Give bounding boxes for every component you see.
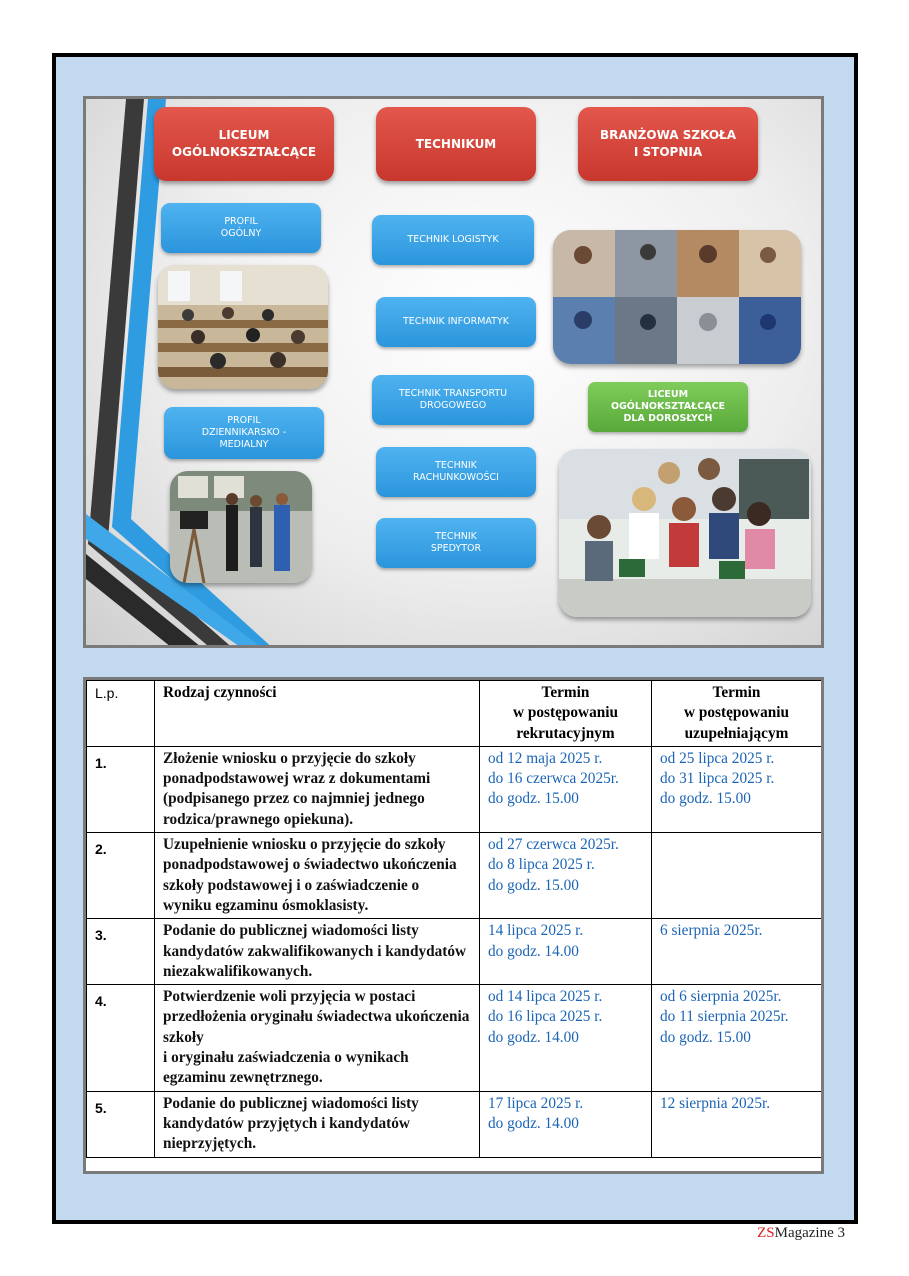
row-number: 4. xyxy=(87,985,155,1091)
row-activity: Podanie do publicznej wiadomości listy kandydatów przyjętych i kandydatów nieprzyjętych. xyxy=(155,1091,480,1157)
classroom-photo xyxy=(158,265,328,389)
row-term-supplementary xyxy=(652,833,822,919)
row-term-supplementary: 6 sierpnia 2025r. xyxy=(652,919,822,985)
branzowa-header: BRANŻOWA SZKOŁA I STOPNIA xyxy=(578,107,758,181)
row-activity: Złożenie wniosku o przyjęcie do szkoły ponadpodstawowej wraz z dokumentami (podpisanego przez co najmniej jednego rodzica/prawnego opiekuna). xyxy=(155,746,480,832)
header-lp: L.p. xyxy=(87,681,155,747)
footer-page-label: Magazine 3 xyxy=(774,1225,845,1241)
school-types-poster xyxy=(83,96,824,648)
profil-ogolny: PROFIL OGÓLNY xyxy=(161,203,321,253)
table-row xyxy=(87,985,822,1091)
table-row xyxy=(87,833,822,919)
header-term-supplementary: Termin w postępowaniu uzupełniającym xyxy=(652,681,822,747)
recruitment-schedule-table xyxy=(83,677,824,1174)
row-term-recruitment: od 27 czerwca 2025r. do 8 lipca 2025 r. do godz. 15.00 xyxy=(480,833,652,919)
table-row xyxy=(87,1091,822,1157)
technik-spedytor: TECHNIK SPEDYTOR xyxy=(376,518,536,568)
row-term-recruitment: 17 lipca 2025 r. do godz. 14.00 xyxy=(480,1091,652,1157)
liceum-header: LICEUM OGÓLNOKSZTAŁCĄCE xyxy=(154,107,334,181)
row-number: 5. xyxy=(87,1091,155,1157)
row-term-supplementary: 12 sierpnia 2025r. xyxy=(652,1091,822,1157)
row-number: 3. xyxy=(87,919,155,985)
row-number: 2. xyxy=(87,833,155,919)
row-number: 1. xyxy=(87,746,155,832)
adult-students-photo xyxy=(559,449,811,617)
header-activity: Rodzaj czynności xyxy=(155,681,480,747)
liceum-dla-doroslych: LICEUM OGÓLNOKSZTAŁCĄCE DLA DOROSŁYCH xyxy=(588,382,748,432)
row-term-recruitment: od 12 maja 2025 r. do 16 czerwca 2025r. do godz. 15.00 xyxy=(480,746,652,832)
media-class-photo xyxy=(170,471,312,583)
vocational-collage-photo xyxy=(553,230,801,364)
technik-rachunkowosci: TECHNIK RACHUNKOWOŚCI xyxy=(376,447,536,497)
row-activity: Podanie do publicznej wiadomości listy kandydatów zakwalifikowanych i kandydatów niezakwalifikowanych. xyxy=(155,919,480,985)
table-row xyxy=(87,746,822,832)
technik-logistyk: TECHNIK LOGISTYK xyxy=(372,215,534,265)
row-term-recruitment: od 14 lipca 2025 r. do 16 lipca 2025 r. do godz. 14.00 xyxy=(480,985,652,1091)
footer-brand: ZS xyxy=(757,1225,775,1241)
row-activity: Potwierdzenie woli przyjęcia w postaci przedłożenia oryginału świadectwa ukończenia szkoły i oryginału zaświadczenia o wynikach egzaminu zewnętrznego. xyxy=(155,985,480,1091)
technik-transportu: TECHNIK TRANSPORTU DROGOWEGO xyxy=(372,375,534,425)
profil-dziennikarski: PROFIL DZIENNIKARSKO - MEDIALNY xyxy=(164,407,324,459)
row-term-recruitment: 14 lipca 2025 r. do godz. 14.00 xyxy=(480,919,652,985)
row-term-supplementary: od 6 sierpnia 2025r. do 11 sierpnia 2025r. do godz. 15.00 xyxy=(652,985,822,1091)
table-row xyxy=(87,919,822,985)
row-activity: Uzupełnienie wniosku o przyjęcie do szkoły ponadpodstawowej o świadectwo ukończenia szkoły podstawowej i o zaświadczenie o wyniku egzaminu ósmoklasisty. xyxy=(155,833,480,919)
page-footer xyxy=(757,1225,845,1242)
table-header-row xyxy=(87,681,822,747)
row-term-supplementary: od 25 lipca 2025 r. do 31 lipca 2025 r. do godz. 15.00 xyxy=(652,746,822,832)
technik-informatyk: TECHNIK INFORMATYK xyxy=(376,297,536,347)
header-term-recruitment: Termin w postępowaniu rekrutacyjnym xyxy=(480,681,652,747)
technikum-header: TECHNIKUM xyxy=(376,107,536,181)
